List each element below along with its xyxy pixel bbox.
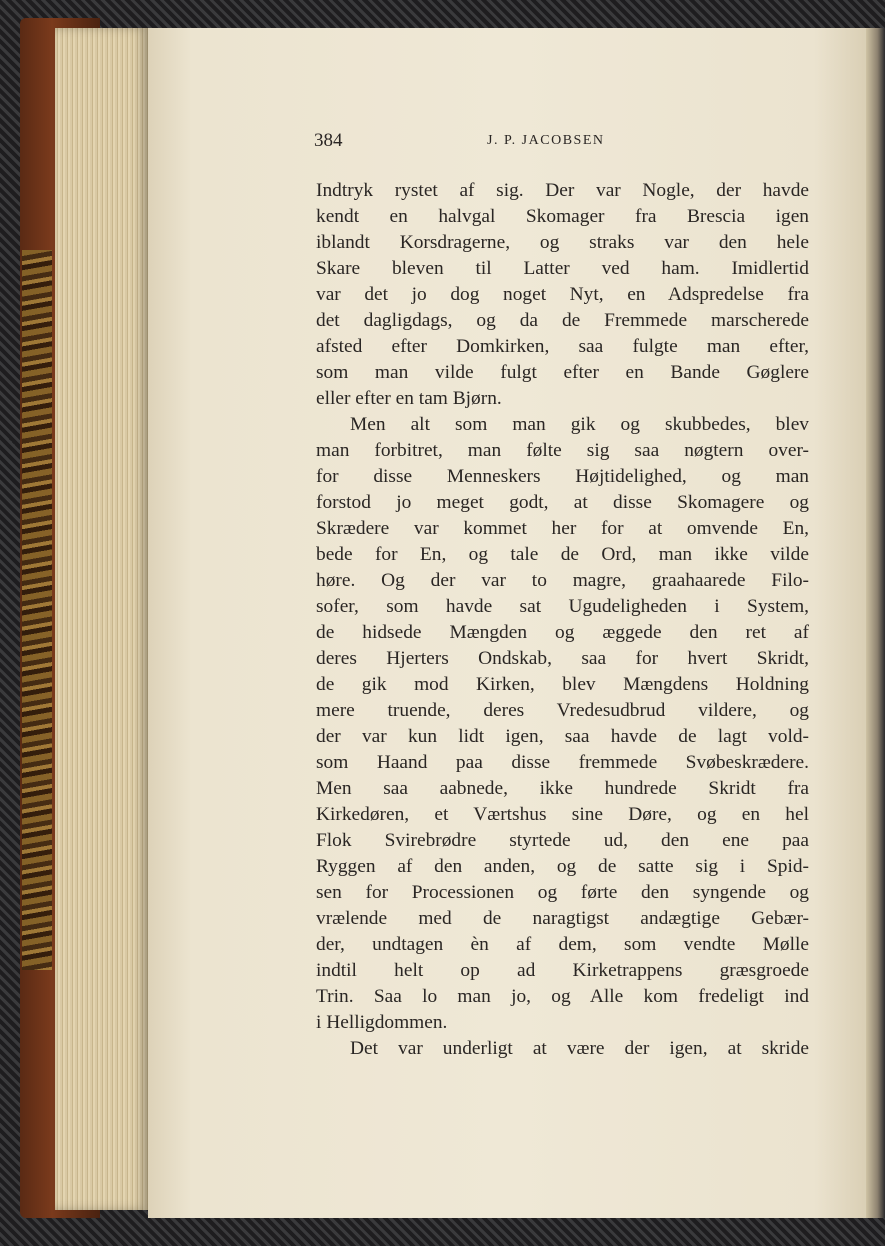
text-line: der var kun lidt igen, saa havde de lagt vold- [316,726,809,747]
text-line: som man vilde fulgt efter en Bande Gøglere [316,362,809,383]
text-line: Skrædere var kommet her for at omvende En, [316,518,809,539]
running-head-author: J. P. JACOBSEN [487,133,605,148]
text-line: Trin. Saa lo man jo, og Alle kom fredeligt ind [316,986,809,1007]
text-line: Flok Svirebrødre styrtede ud, den ene paa [316,830,809,851]
text-line: de hidsede Mængden og æggede den ret af [316,622,809,643]
text-line: indtil helt op ad Kirketrappens græsgroede [316,960,809,981]
text-line: sofer, som havde sat Ugudeligheden i System, [316,596,809,617]
text-line: de gik mod Kirken, blev Mængdens Holdning [316,674,809,695]
text-line: Indtryk rystet af sig. Der var Nogle, der havde [316,180,809,201]
running-head [314,130,814,156]
text-line: forstod jo meget godt, at disse Skomagere og [316,492,809,513]
text-line: sen for Processionen og førte den syngende og [316,882,809,903]
page-stack-edge [55,28,150,1210]
text-line: iblandt Korsdragerne, og straks var den hele [316,232,809,253]
text-line: mere truende, deres Vredesudbrud vildere, og [316,700,809,721]
text-line: man forbitret, man følte sig saa nøgtern over- [316,440,809,461]
text-line: eller efter en tam Bjørn. [316,388,502,409]
text-line: vrælende med de naragtigst andægtige Gebær- [316,908,809,929]
text-line: deres Hjerters Ondskab, saa for hvert Skridt, [316,648,809,669]
text-line: kendt en halvgal Skomager fra Brescia igen [316,206,809,227]
text-line: afsted efter Domkirken, saa fulgte man efter, [316,336,809,357]
text-line: Kirkedøren, et Værtshus sine Døre, og en hel [316,804,809,825]
page-gutter-shadow [866,28,885,1218]
body-text [316,178,809,1062]
text-line: Men saa aabnede, ikke hundrede Skridt fra [316,778,809,799]
text-line: Det var underligt at være der igen, at skride [350,1038,809,1059]
text-line: var det jo dog noget Nyt, en Adspredelse fra [316,284,809,305]
text-line: der, undtagen èn af dem, som vendte Mølle [316,934,809,955]
text-line: i Helligdommen. [316,1012,448,1033]
text-line: Skare bleven til Latter ved ham. Imidlertid [316,258,809,279]
text-line: det dagligdags, og da de Fremmede marscherede [316,310,809,331]
text-line: Ryggen af den anden, og de satte sig i Spid- [316,856,809,877]
text-line: for disse Menneskers Højtidelighed, og man [316,466,809,487]
text-line: Men alt som man gik og skubbedes, blev [350,414,809,435]
page-number: 384 [314,130,343,151]
marbled-endpaper [22,250,52,970]
text-line: høre. Og der var to magre, graahaarede Filo- [316,570,809,591]
text-line: bede for En, og tale de Ord, man ikke vilde [316,544,809,565]
text-line: som Haand paa disse fremmede Svøbeskrædere. [316,752,809,773]
